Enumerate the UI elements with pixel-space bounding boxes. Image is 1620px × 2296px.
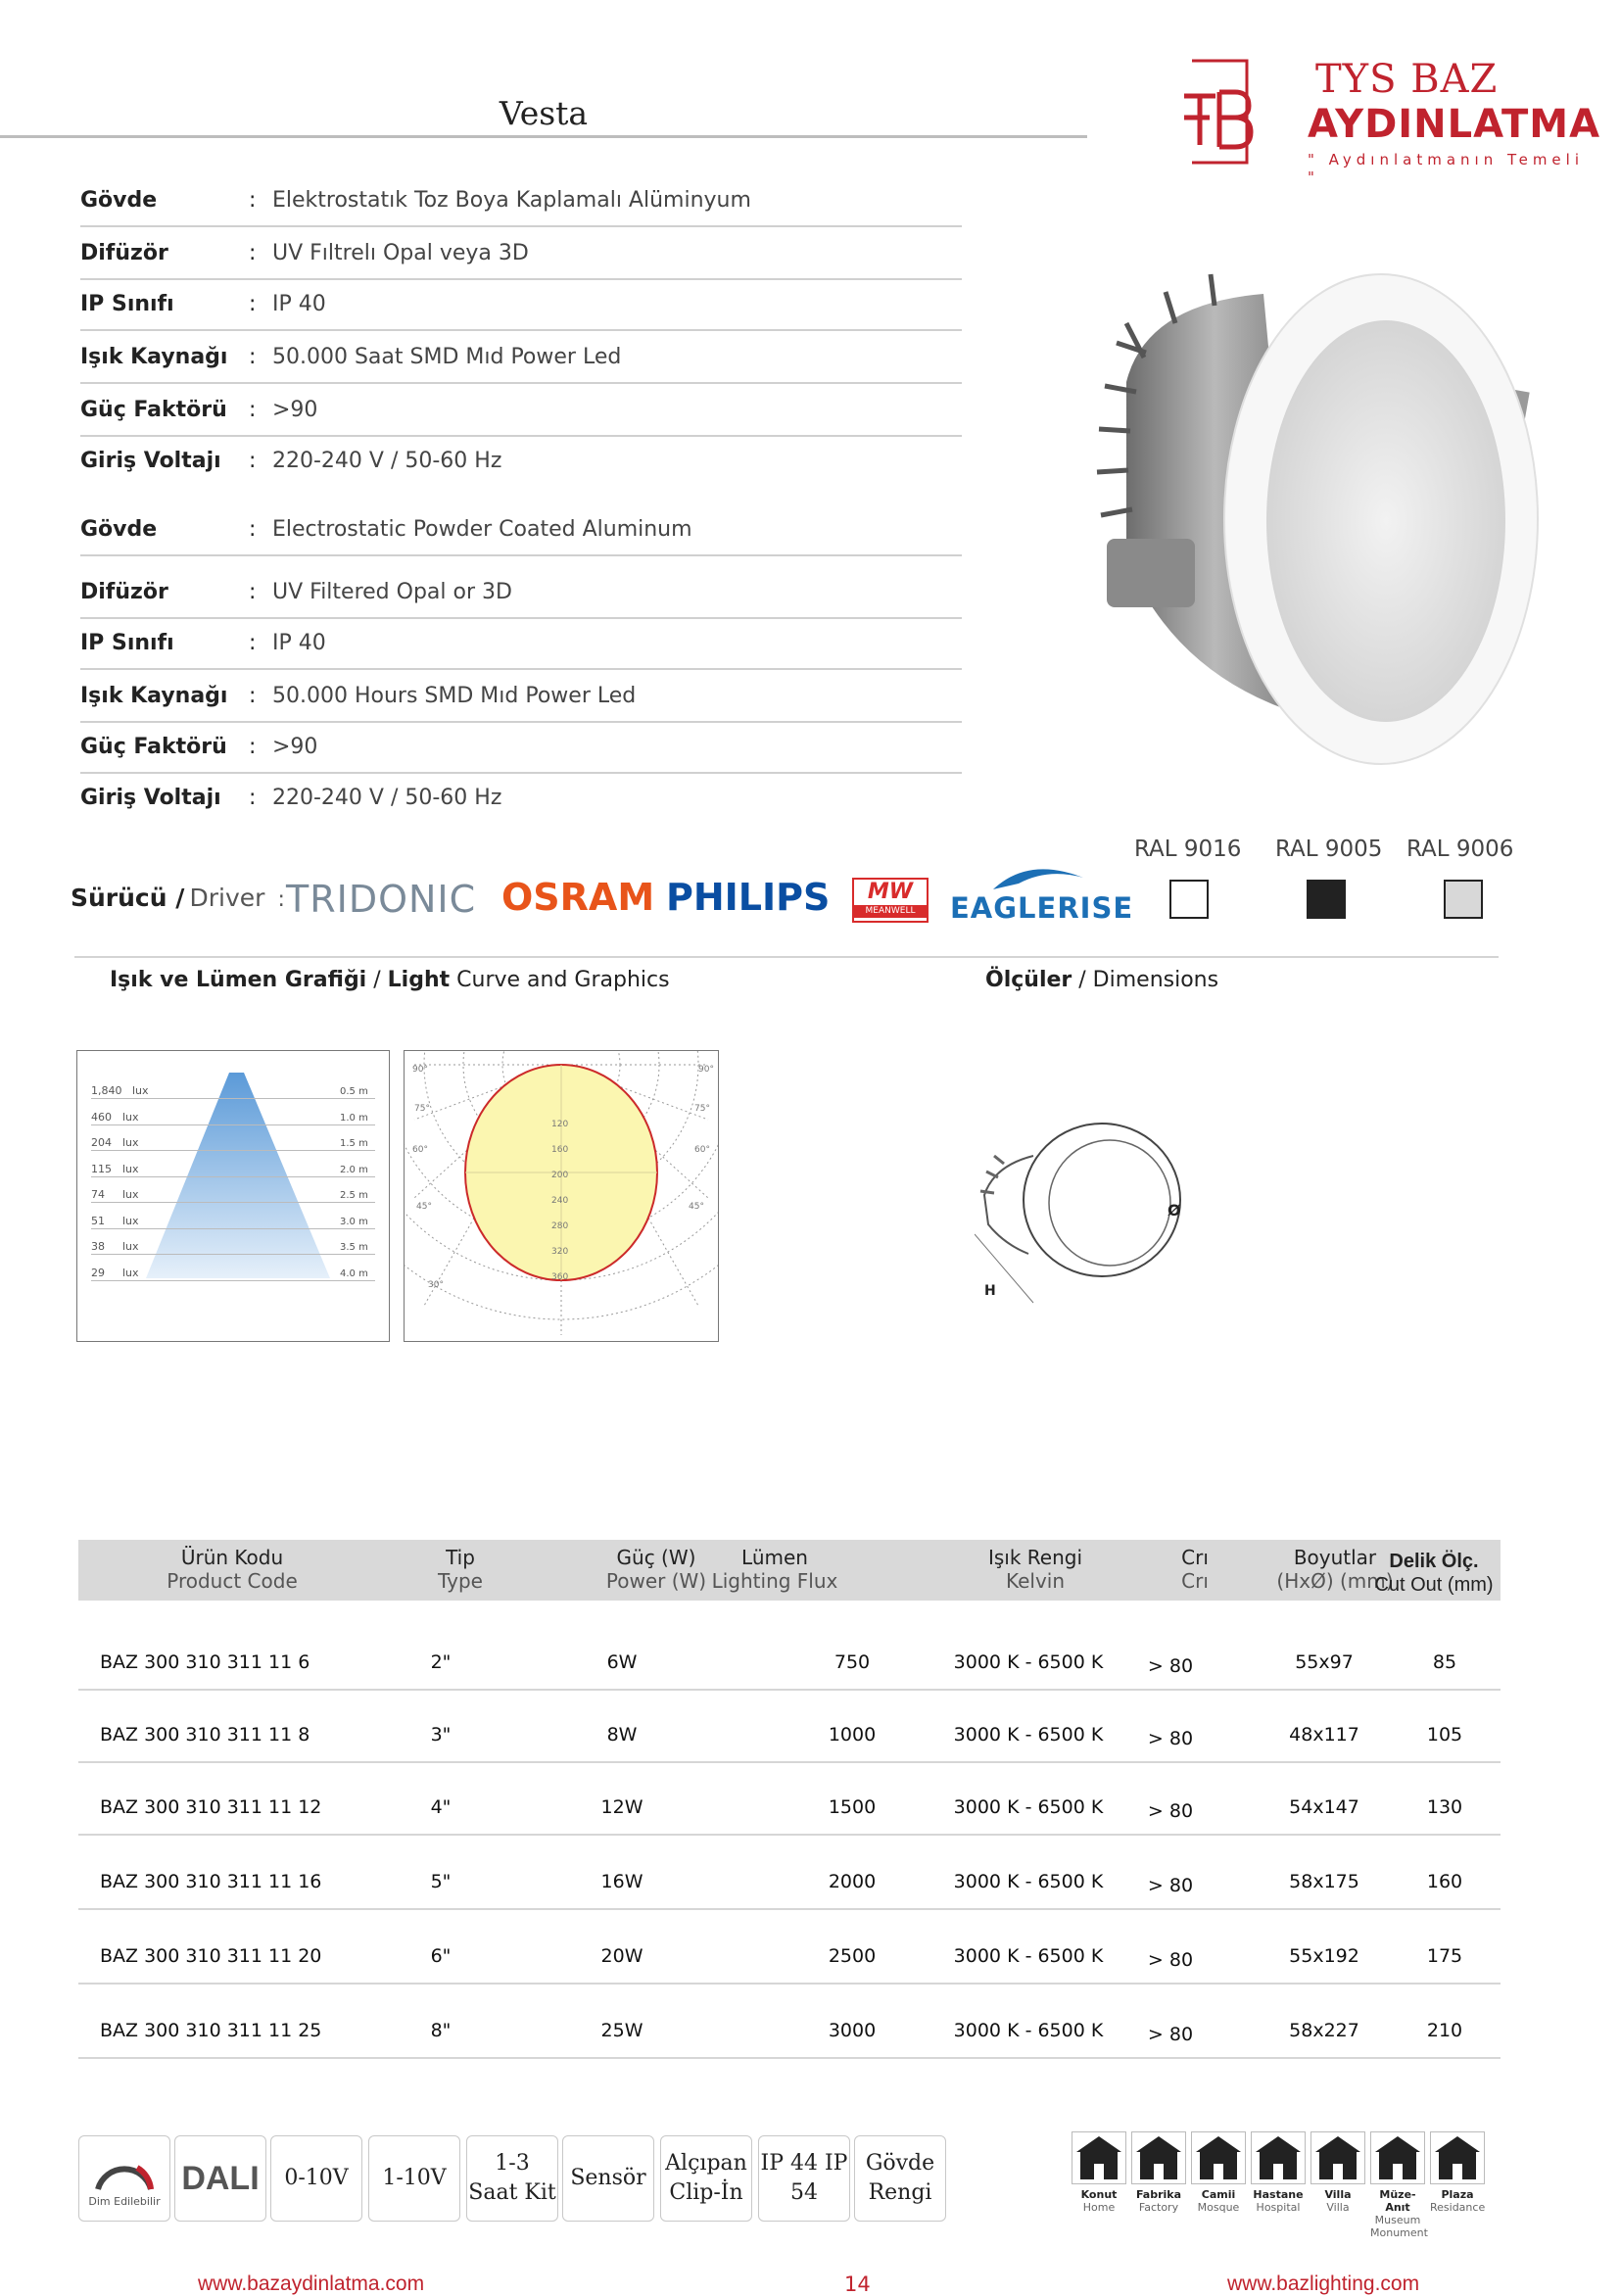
spec-value: 50.000 Saat SMD Mıd Power Led [272,345,622,369]
heading-part: Işık ve Lümen Grafiği [110,968,367,992]
eaglerise-swoosh-icon [989,860,1087,893]
ral-swatch [1444,880,1483,919]
brand-meanwell [852,878,929,923]
building-name-tr: Fabrika [1135,2188,1182,2201]
header-tr: Işık Rengi [987,1546,1083,1569]
table-cell: 55x192 [1289,1945,1359,1967]
spec-value: Electrostatic Powder Coated Aluminum [272,517,692,542]
lux-value: 74 [91,1188,105,1201]
lux-chart [76,1050,390,1342]
spec-divider [80,617,962,619]
spec-label: Difüzör [80,580,168,604]
table-cell: 1000 [828,1724,877,1746]
table-header [78,1540,1501,1601]
ral-label: RAL 9005 [1275,837,1383,862]
header-en: Lighting Flux [711,1569,838,1593]
spec-label: IP Sınıfı [80,292,174,316]
heading-part: Curve and Graphics [456,968,670,992]
column-header [353,1546,568,1593]
table-cell: 3000 K - 6500 K [953,1871,1104,1892]
feature-badge: Alçıpan Clip-İn [660,2135,752,2222]
spec-label: Işık Kaynağı [80,345,228,369]
spec-value: UV Fıltrelı Opal veya 3D [272,241,529,265]
table-cell: 105 [1426,1724,1463,1746]
lux-unit: lux [122,1214,139,1227]
table-cell: 3000 K - 6500 K [953,2020,1104,2041]
table-cell: 3" [430,1724,452,1746]
polar-ring-label: 280 [551,1221,569,1231]
polar-ring-label: 360 [551,1272,569,1282]
brand-philips: PHILIPS [666,876,831,919]
table-cell: 3000 K - 6500 K [953,1724,1104,1746]
table-cell: 8" [430,2020,452,2041]
title-divider [0,135,1087,138]
feature-badge: 1-3 Saat Kit [466,2135,558,2222]
table-cell: 85 [1432,1651,1457,1673]
header-tr: Ürün Kodu [180,1546,284,1569]
table-cell: BAZ 300 310 311 11 8 [100,1724,310,1746]
lux-distance: 3.0 m [340,1216,368,1227]
building-name-en: Factory [1138,2201,1179,2214]
polar-angle-label: 75° [694,1104,710,1114]
table-cell: 5" [430,1871,452,1892]
building-name-en: Museum Monument [1370,2214,1428,2239]
spec-value: UV Filtered Opal or 3D [272,580,512,604]
building-icon [1310,2131,1365,2184]
table-cell: 6W [606,1651,638,1673]
spec-row [80,390,962,437]
heading-sep: / [373,968,381,992]
table-row [78,2020,1501,2059]
logo-tagline: " Aydınlatmanın Temeli " [1308,151,1584,186]
spec-value: >90 [272,735,318,759]
building-name-en: Mosque [1197,2201,1240,2214]
spec-label: Difüzör [80,241,168,265]
polar-ring-label: 320 [551,1247,569,1257]
row-divider [78,1689,1501,1691]
spec-value: IP 40 [272,292,326,316]
header-en: Type [438,1569,483,1593]
lux-value: 51 [91,1214,105,1227]
building-name-tr: Müze-Anıt [1379,2188,1416,2214]
table-cell: 58x175 [1289,1871,1359,1892]
ral-swatch [1307,880,1346,919]
table-cell: 3000 K - 6500 K [953,1651,1104,1673]
table-cell: 2500 [828,1945,877,1967]
page-title: Vesta [499,94,589,132]
spec-colon: : [249,631,257,655]
building-name-tr: Villa [1324,2188,1352,2201]
spec-divider [80,382,962,384]
header-en: (HxØ) (mm) [1276,1569,1394,1593]
light-curve-heading [110,968,670,992]
spec-label: Güç Faktörü [80,398,227,422]
dimensions-heading [985,968,1218,992]
header-tr: Delik Ölç. [1389,1551,1479,1572]
spec-row [80,233,962,280]
spec-value: IP 40 [272,631,326,655]
table-row [78,1871,1501,1910]
table-cell: 55x97 [1295,1651,1354,1673]
lux-rule [91,1098,375,1099]
building-icon [1251,2131,1306,2184]
section-divider [74,956,1499,958]
table-cell: 54x147 [1289,1796,1359,1818]
feature-badge: 1-10V [368,2135,460,2222]
building-icon [1131,2131,1186,2184]
dimmer-icon [88,2148,161,2195]
brand-tridonic: TRIDONIC [286,878,477,921]
table-cell: 4" [430,1796,452,1818]
driver-colon: : [277,887,285,912]
table-cell: > 80 [1147,1949,1194,1971]
column-header [913,1546,1158,1593]
lux-distance: 0.5 m [340,1086,368,1097]
lux-value: 115 [91,1162,112,1175]
dali-label: DALI [181,2160,260,2197]
table-cell: > 80 [1147,1655,1194,1677]
spec-label: Işık Kaynağı [80,684,228,708]
building-name-tr: Hastane [1253,2188,1304,2201]
header-tr: Boyutlar [1293,1546,1377,1569]
spec-colon: : [249,345,257,369]
lux-value: 204 [91,1136,112,1149]
spec-value: 50.000 Hours SMD Mıd Power Led [272,684,637,708]
table-cell: 12W [600,1796,643,1818]
spec-colon: : [249,241,257,265]
lux-value: 460 [91,1110,112,1124]
row-divider [78,1983,1501,1985]
lux-value: 38 [91,1240,105,1253]
building-name-en: Residance [1430,2201,1486,2214]
lux-rule [91,1254,375,1255]
spec-divider [80,225,962,227]
page-number: 14 [844,2272,871,2296]
spec-label: Gövde [80,188,158,213]
lux-rule [91,1280,375,1281]
building-item [1251,2131,1306,2214]
polar-angle-label: 90° [412,1065,428,1075]
tb-logo-mark [1180,57,1259,167]
building-name-en: Villa [1326,2201,1350,2214]
dim-caption: Dim Edilebilir [88,2195,161,2208]
table-cell: 175 [1426,1945,1463,1967]
lux-distance: 1.0 m [340,1112,368,1124]
building-item [1191,2131,1246,2214]
lux-unit: lux [122,1266,139,1279]
building-item [1131,2131,1186,2214]
spec-row [80,572,962,619]
polar-angle-label: 75° [414,1104,430,1114]
feature-badge: Sensör [562,2135,654,2222]
feature-badge: Gövde Rengi [854,2135,946,2222]
spec-divider [80,435,962,437]
header-en: Power (W) [605,1569,707,1593]
logo-line1: TYS BAZ [1315,57,1499,102]
row-divider [78,1834,1501,1836]
lux-value: 1,840 [91,1084,122,1097]
logo-line2: AYDINLATMA [1308,102,1601,147]
column-header [129,1546,335,1593]
polar-angle-label: 45° [689,1202,704,1212]
meanwell-text: MEANWELL [854,905,927,918]
lux-unit: lux [122,1162,139,1175]
header-tr: Crı [1181,1546,1209,1569]
spec-row [80,509,962,556]
building-icon [1430,2131,1485,2184]
spec-row [80,441,962,488]
building-icon [1072,2131,1126,2184]
table-cell: 3000 K - 6500 K [953,1796,1104,1818]
table-cell: 1500 [828,1796,877,1818]
table-cell: 6" [430,1945,452,1967]
table-cell: 3000 K - 6500 K [953,1945,1104,1967]
table-cell: 16W [600,1871,643,1892]
spec-divider [80,721,962,723]
table-cell: 58x227 [1289,2020,1359,2041]
polar-angle-label: 60° [694,1145,710,1155]
spec-value: >90 [272,398,318,422]
spec-colon: : [249,735,257,759]
brand-logo [1180,57,1601,186]
spec-divider [80,554,962,556]
spec-colon: : [249,580,257,604]
lux-unit: lux [132,1084,149,1097]
header-tr: Tip [446,1546,475,1569]
lux-unit: lux [122,1136,139,1149]
spec-divider [80,668,962,670]
spec-divider [80,329,962,331]
table-cell: 25W [600,2020,643,2041]
column-header [1356,1550,1512,1597]
table-row [78,1651,1501,1691]
polar-chart [404,1050,719,1342]
lux-rule [91,1176,375,1177]
spec-label: Gövde [80,517,158,542]
table-cell: BAZ 300 310 311 11 6 [100,1651,310,1673]
lux-distance: 4.0 m [340,1268,368,1279]
spec-label: Giriş Voltajı [80,786,221,810]
table-cell: > 80 [1147,1800,1194,1822]
spec-row [80,180,962,227]
header-en: Crı [1181,1569,1209,1593]
polar-ring-label: 240 [551,1196,569,1206]
building-name-en: Home [1082,2201,1116,2214]
lux-unit: lux [122,1188,139,1201]
building-name-tr: Konut [1080,2188,1118,2201]
spec-colon: : [249,292,257,316]
table-cell: 750 [834,1651,871,1673]
spec-divider [80,278,962,280]
table-cell: BAZ 300 310 311 11 20 [100,1945,322,1967]
table-cell: BAZ 300 310 311 11 12 [100,1796,322,1818]
lux-value: 29 [91,1266,105,1279]
heading-part: Ölçüler [985,968,1072,992]
feature-badge: 0-10V [270,2135,362,2222]
brand-eaglerise: EAGLERISE [950,891,1134,925]
lux-unit: lux [122,1110,139,1124]
dimension-drawing [975,1117,1200,1313]
header-tr: Lümen [741,1546,808,1569]
heading-part: / Dimensions [1078,968,1219,992]
building-item [1430,2131,1485,2214]
building-icon [1191,2131,1246,2184]
polar-angle-label: 60° [412,1145,428,1155]
header-en: Cut Out (mm) [1374,1574,1494,1596]
header-tr: Güç (W) [616,1546,696,1569]
table-cell: 160 [1426,1871,1463,1892]
lux-unit: lux [122,1240,139,1253]
feature-dali [174,2135,266,2222]
spec-colon: : [249,398,257,422]
header-en: Kelvin [1005,1569,1066,1593]
spec-row [80,623,962,670]
lux-distance: 1.5 m [340,1138,368,1149]
table-cell: BAZ 300 310 311 11 16 [100,1871,322,1892]
spec-colon: : [249,188,257,213]
spec-divider [80,772,962,774]
building-name-tr: Plaza [1441,2188,1474,2201]
table-row [78,1796,1501,1836]
spec-row [80,676,962,723]
spec-value: 220-240 V / 50-60 Hz [272,786,502,810]
ral-label: RAL 9006 [1406,837,1514,862]
spec-label: Giriş Voltajı [80,449,221,473]
table-cell: 48x117 [1289,1724,1359,1746]
ral-swatch [1169,880,1209,919]
row-divider [78,1908,1501,1910]
spec-row [80,284,962,331]
polar-angle-label: 45° [416,1202,432,1212]
polar-ring-label: 120 [551,1120,569,1129]
table-cell: > 80 [1147,1875,1194,1896]
feature-badge: IP 44 IP 54 [758,2135,850,2222]
spec-value: Elektrostatık Toz Boya Kaplamalı Alüminyum [272,188,751,213]
table-row [78,1724,1501,1763]
spec-colon: : [249,449,257,473]
polar-angle-label: 90° [698,1065,714,1075]
spec-row [80,337,962,384]
spec-label: IP Sınıfı [80,631,174,655]
footer-website-en[interactable]: www.bazlighting.com [1227,2272,1420,2295]
lux-rule [91,1202,375,1203]
ral-label: RAL 9016 [1134,837,1242,862]
lux-rule [91,1124,375,1125]
table-cell: > 80 [1147,1728,1194,1749]
table-cell: 210 [1426,2020,1463,2041]
feature-dimmable [78,2135,170,2222]
spec-colon: : [249,684,257,708]
building-item [1310,2131,1365,2214]
column-header [652,1546,897,1593]
heading-part: Light [387,968,451,992]
building-item [1072,2131,1126,2214]
lux-distance: 2.5 m [340,1190,368,1201]
diameter-label: Ø [1167,1201,1181,1220]
spec-row [80,778,962,825]
spec-row [80,727,962,774]
polar-angle-label: 30° [428,1280,444,1290]
driver-label-en: Driver [189,884,265,912]
table-cell: 2000 [828,1871,877,1892]
header-en: Product Code [167,1569,298,1593]
row-divider [78,1761,1501,1763]
table-row [78,1945,1501,1985]
table-cell: > 80 [1147,2024,1194,2045]
building-icon [1370,2131,1425,2184]
lux-distance: 3.5 m [340,1242,368,1253]
product-image [1087,264,1548,774]
table-cell: 20W [600,1945,643,1967]
table-cell: 3000 [828,2020,877,2041]
driver-label [71,884,285,912]
driver-label-tr: Sürücü / [71,884,185,912]
polar-ring-label: 200 [551,1171,569,1180]
lux-rule [91,1228,375,1229]
spec-value: 220-240 V / 50-60 Hz [272,449,502,473]
table-cell: BAZ 300 310 311 11 25 [100,2020,322,2041]
spec-colon: : [249,786,257,810]
meanwell-mark: MW [867,880,914,904]
spec-label: Güç Faktörü [80,735,227,759]
row-divider [78,2057,1501,2059]
height-label: H [984,1283,996,1299]
building-name-en: Hospital [1256,2201,1301,2214]
building-name-tr: Camii [1201,2188,1236,2201]
table-cell: 130 [1426,1796,1463,1818]
building-item [1370,2131,1428,2239]
table-cell: 8W [606,1724,638,1746]
footer-website-tr[interactable]: www.bazaydinlatma.com [198,2272,425,2295]
spec-colon: : [249,517,257,542]
brand-osram: OSRAM [501,876,655,919]
polar-ring-label: 160 [551,1145,569,1155]
table-cell: 2" [430,1651,452,1673]
lux-rule [91,1150,375,1151]
lux-distance: 2.0 m [340,1164,368,1175]
